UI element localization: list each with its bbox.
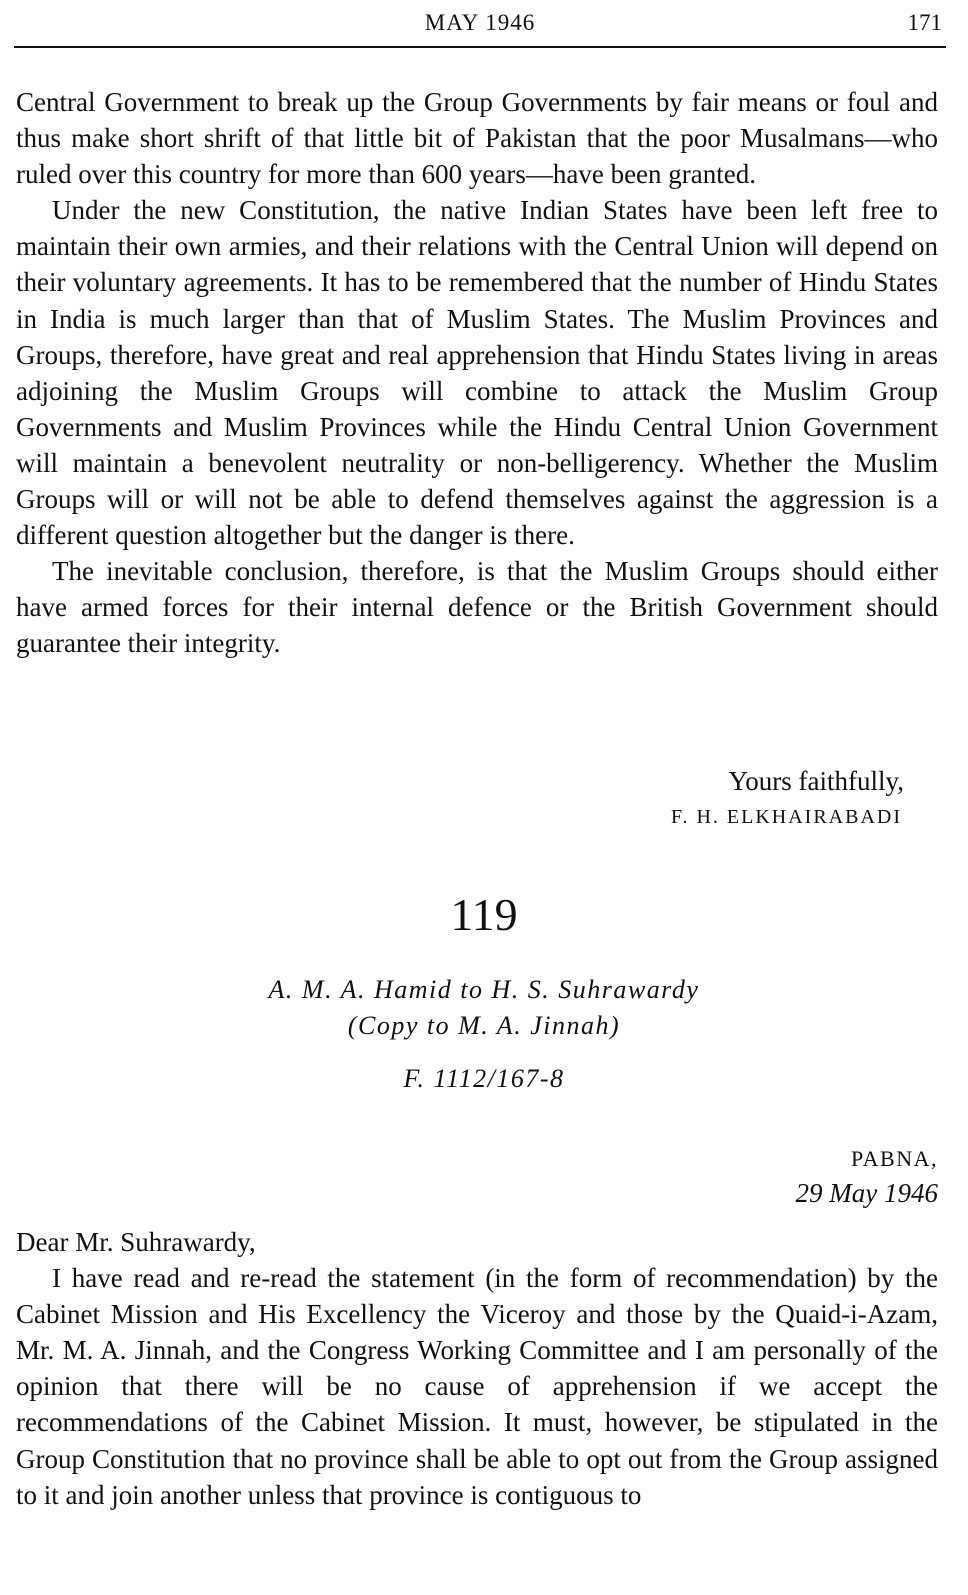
page-header [14, 6, 946, 48]
document-title [0, 972, 968, 1044]
running-head: MAY 1946 [424, 10, 536, 35]
letter2-place: PABNA, [850, 1146, 938, 1171]
letter2-salutation: Dear Mr. Suhrawardy, [16, 1227, 256, 1257]
letter1-signature: F. H. ELKHAIRABADI [670, 806, 902, 828]
letter2-paragraph-1: I have read and re-read the statement (in the form of recommendation) by the Cabinet Mission and His Excellency the Viceroy and those by the Quaid-i-Azam, Mr. M. A. Jinnah, and the Congress Working Committee and I am personally of the opinion that there will be no cause of apprehension if we accept the recommendations of the Cabinet Mission. It must, however, be stipulated in the Group Constitution that no province shall be able to opt out from the Group assigned to it and join another unless that province is contiguous to [16, 1263, 938, 1510]
page-number: 171 [907, 10, 942, 35]
letter1-closing: Yours faithfully, [728, 766, 904, 796]
letter2-date: 29 May 1946 [795, 1178, 938, 1208]
letter1-paragraph-1: Central Government to break up the Group Governments by fair means or foul and thus make short shrift of that little bit of Pakistan that the poor Musalmans—who ruled over this country for more than 600 years—have been granted. [16, 87, 938, 190]
document-number: 119 [450, 889, 518, 940]
document-reference: F. 1112/167-8 [403, 1064, 565, 1093]
letter2-body [16, 1224, 938, 1513]
letter1-paragraph-2: Under the new Constitution, the native Indian States have been left free to maintain their own armies, and their relations with the Central Union will depend on their voluntary agreements. It has to be remembered that the number of Hindu States in India is much larger than that of Muslim States. The Muslim Provinces and Groups, therefore, have great and real apprehension that Hindu States living in areas adjoining the Muslim Groups will combine to attack the Muslim Group Governments and Muslim Provinces while the Hindu Central Union Government will maintain a benevolent neutrality or non-belligerency. Whether the Muslim Groups will or will not be able to defend themselves against the aggression is a different question altogether but the danger is there. [16, 195, 938, 551]
letter1-paragraph-3: The inevitable conclusion, therefore, is that the Muslim Groups should either have armed forces for their internal defence or the British Government should guarantee their integrity. [16, 556, 938, 659]
document-title-line-2: (Copy to M. A. Jinnah) [347, 1011, 621, 1040]
letter1-body [16, 84, 938, 662]
document-title-line-1: A. M. A. Hamid to H. S. Suhrawardy [268, 975, 700, 1004]
